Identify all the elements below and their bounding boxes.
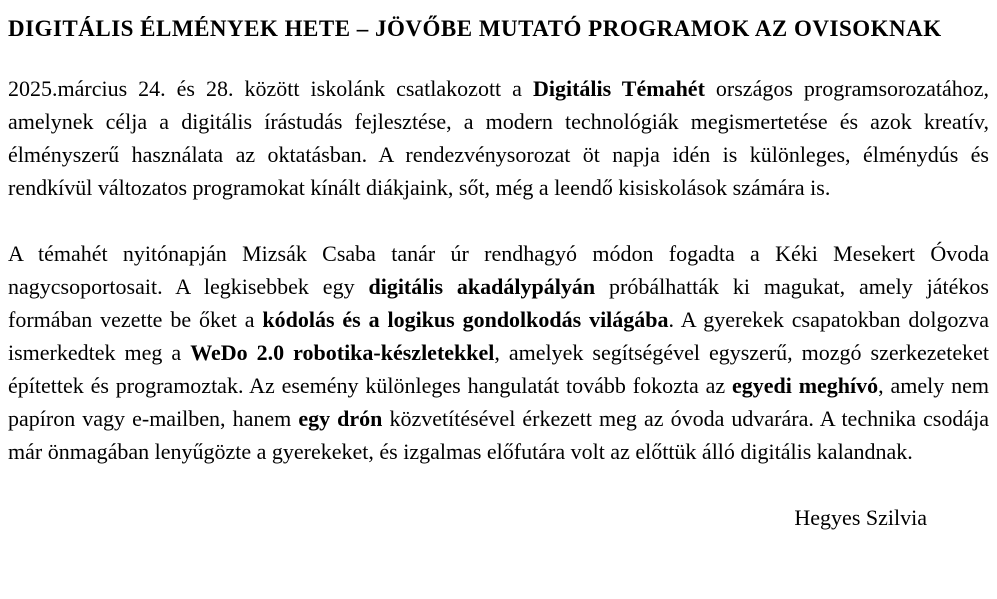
text-run: . A gyerekek csapatokban dolgozva ismerkedtek meg a [8,307,989,365]
paragraph-opening-day [8,237,989,468]
text-run: , amely nem papíron vagy e-mailben, hanem [8,373,989,431]
text-run-bold: kódolás és a logikus gondolkodás világába [262,307,669,332]
text-run-bold: Digitális Témahét [532,76,705,101]
paragraph-intro [8,72,989,204]
document-title: DIGITÁLIS ÉLMÉNYEK HETE – JÖVŐBE MUTATÓ PROGRAMOK AZ OVISOKNAK [8,16,942,41]
text-run: országos programsorozatához, amelynek célja a digitális írástudás fejlesztése, a modern technológiák megismertetése és azok kreatív, élményszerű használata az oktatásban. A rendezvénysorozat öt napja idén is különleges, élménydús és rendkívül változatos programokat kínált diákjaink, sőt, még a leendő kisiskolások számára is. [8,76,990,200]
text-run-bold: egyedi meghívó [731,373,879,398]
signature [8,501,989,534]
text-run: , amelyek segítségével egyszerű, mozgó szerkezeteket építettek és programoztak. Az esemény különleges hangulatát tovább fokozta az [8,340,989,398]
text-run-bold: WeDo 2.0 robotika-készletekkel [190,340,495,365]
text-run: 2025.március 24. és 28. között iskolánk csatlakozott a [8,76,533,101]
text-run: A témahét nyitónapján Mizsák Csaba tanár úr rendhagyó módon fogadta a Kéki Mesekert Óvoda nagycsoportosait. A legkisebbek egy [8,241,989,299]
text-run: próbálhatták ki magukat, amely játékos formában vezette be őket a [8,274,989,332]
signature-name: Hegyes Szilvia [794,505,927,530]
text-run: közvetítésével érkezett meg az óvoda udvarára. A technika csodája már önmagában lenyűgözte a gyerekeket, és izgalmas előfutára volt az előttük álló digitális kalandnak. [8,406,989,464]
text-run-bold: digitális akadálypályán [368,274,596,299]
text-run-bold: egy drón [298,406,383,431]
